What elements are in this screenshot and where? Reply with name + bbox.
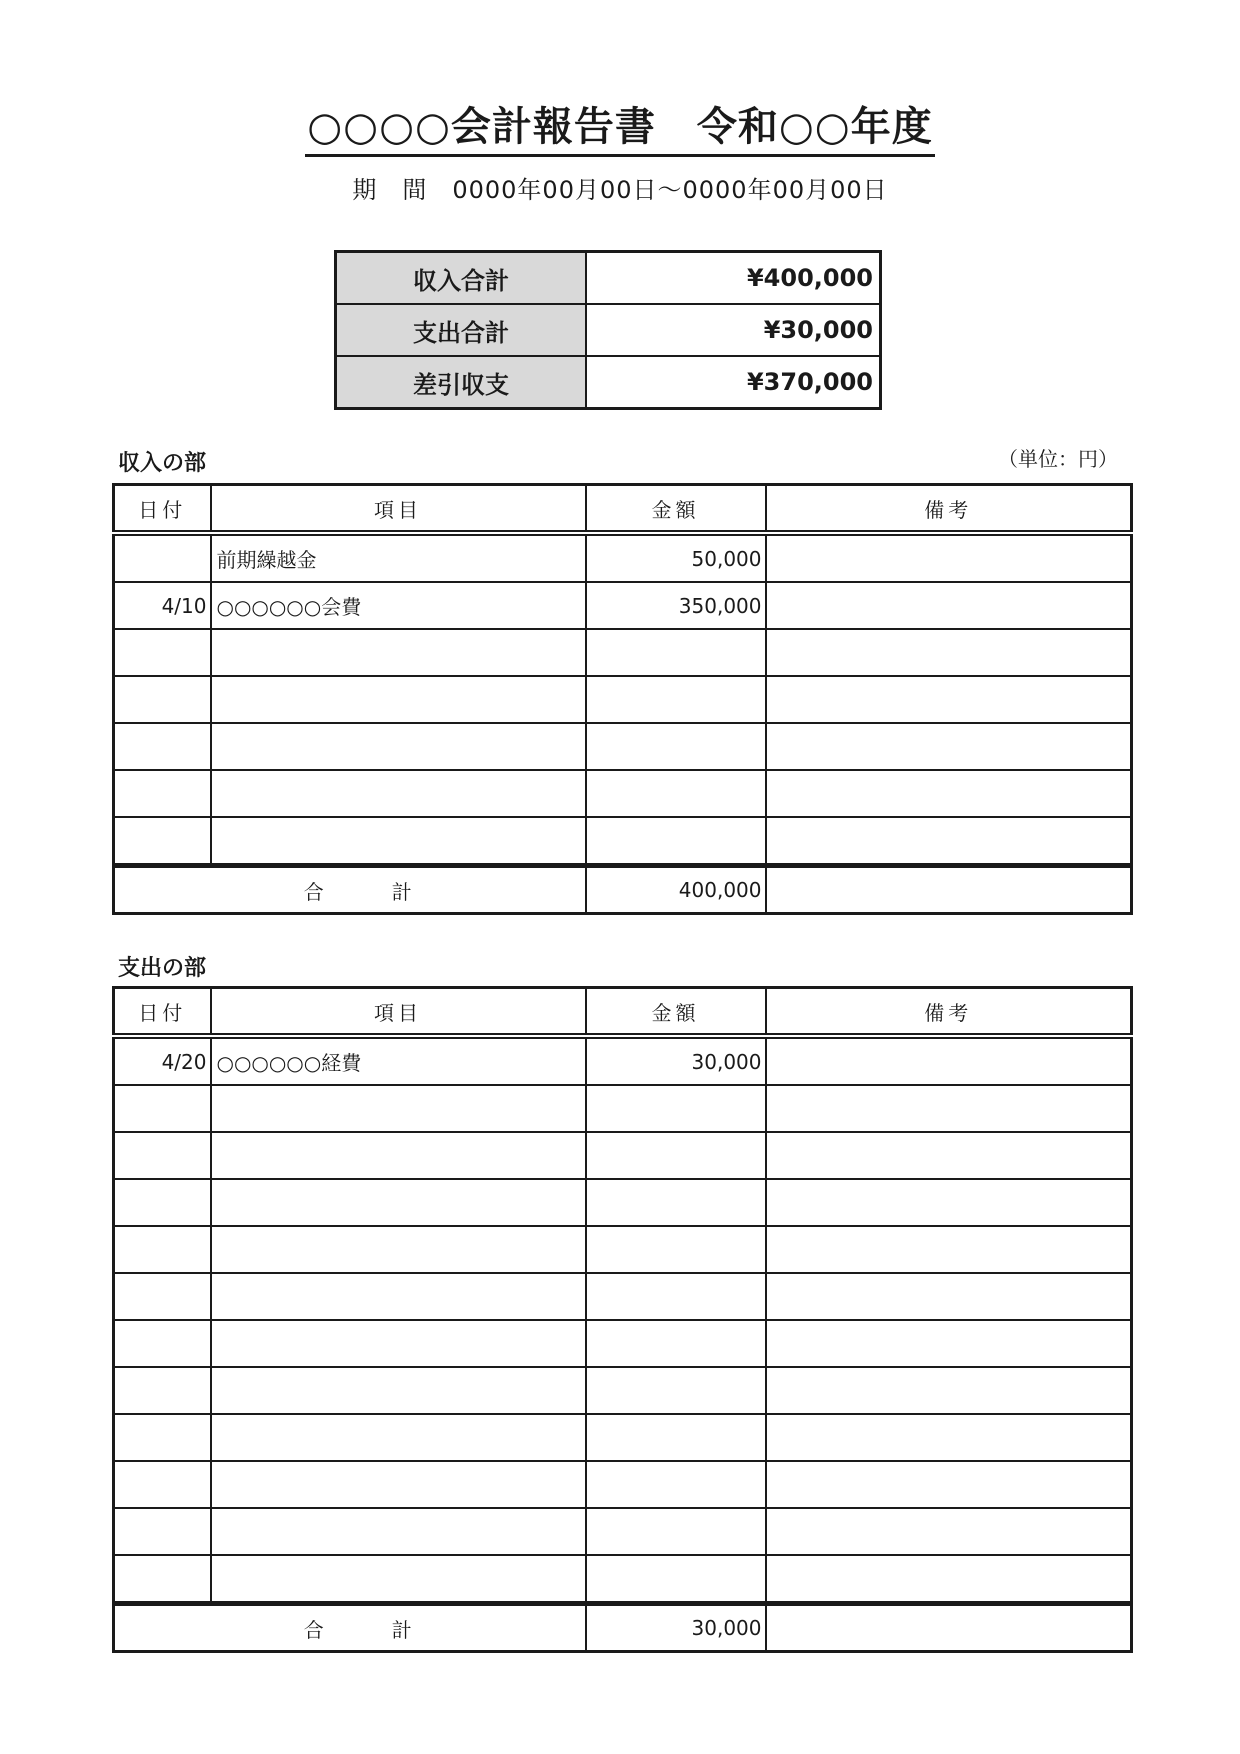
income-header-row	[114, 485, 1132, 534]
row-date	[114, 770, 211, 817]
total-label: 合 計	[114, 1604, 586, 1652]
report-period: 期 間 0000年00月00日～0000年00月00日	[352, 176, 888, 204]
table-row	[114, 1414, 1132, 1461]
row-date	[114, 1367, 211, 1414]
row-note	[766, 629, 1132, 676]
table-row	[114, 1273, 1132, 1320]
table-row	[114, 676, 1132, 723]
unit-label: （単位：円）	[998, 447, 1118, 471]
row-note	[766, 1414, 1132, 1461]
row-note	[766, 1179, 1132, 1226]
row-item	[211, 676, 586, 723]
row-note	[766, 1036, 1132, 1085]
row-amount	[586, 1508, 766, 1555]
row-amount	[586, 1367, 766, 1414]
row-item	[211, 1508, 586, 1555]
row-note	[766, 1555, 1132, 1604]
report-title	[0, 95, 1240, 152]
expense-table	[112, 986, 1133, 1653]
table-row	[114, 723, 1132, 770]
row-date	[114, 1132, 211, 1179]
row-amount	[586, 629, 766, 676]
row-note	[766, 676, 1132, 723]
column-header-note: 備考	[766, 988, 1132, 1037]
income-section-title: 収入の部	[118, 451, 207, 476]
table-row	[114, 770, 1132, 817]
summary-value: ¥370,000	[586, 356, 881, 409]
row-item	[211, 1085, 586, 1132]
row-date	[114, 1179, 211, 1226]
row-item	[211, 1179, 586, 1226]
table-row	[114, 1085, 1132, 1132]
row-date	[114, 1461, 211, 1508]
report-title-text: ○○○○会計報告書 令和○○年度	[305, 104, 934, 157]
expense-section-title: 支出の部	[118, 956, 207, 981]
table-row	[114, 1036, 1132, 1085]
summary-row-balance	[336, 356, 881, 409]
row-item	[211, 629, 586, 676]
row-amount	[586, 1085, 766, 1132]
row-date	[114, 723, 211, 770]
row-amount	[586, 817, 766, 866]
row-date	[114, 676, 211, 723]
row-amount	[586, 1414, 766, 1461]
row-amount	[586, 1555, 766, 1604]
row-date	[114, 817, 211, 866]
row-note	[766, 1461, 1132, 1508]
row-note	[766, 1367, 1132, 1414]
row-item	[211, 1367, 586, 1414]
row-amount: 50,000	[586, 533, 766, 582]
total-label: 合 計	[114, 866, 586, 914]
income-table	[112, 483, 1133, 915]
table-row	[114, 1320, 1132, 1367]
row-note	[766, 1132, 1132, 1179]
row-note	[766, 817, 1132, 866]
row-item: ○○○○○○経費	[211, 1036, 586, 1085]
table-row	[114, 817, 1132, 866]
row-amount	[586, 1179, 766, 1226]
table-row	[114, 1226, 1132, 1273]
row-note	[766, 723, 1132, 770]
summary-value: ¥30,000	[586, 304, 881, 356]
column-header-item: 項目	[211, 988, 586, 1037]
row-amount: 30,000	[586, 1036, 766, 1085]
row-note	[766, 533, 1132, 582]
summary-table	[334, 250, 882, 410]
column-header-amount: 金額	[586, 988, 766, 1037]
table-row	[114, 1461, 1132, 1508]
row-date: 4/20	[114, 1036, 211, 1085]
row-amount	[586, 770, 766, 817]
summary-row-expense	[336, 304, 881, 356]
row-amount	[586, 1273, 766, 1320]
row-note	[766, 1273, 1132, 1320]
row-item	[211, 1273, 586, 1320]
table-row	[114, 1367, 1132, 1414]
column-header-date: 日付	[114, 988, 211, 1037]
row-item	[211, 817, 586, 866]
total-note	[766, 1604, 1132, 1652]
row-note	[766, 582, 1132, 629]
row-date	[114, 1273, 211, 1320]
row-date	[114, 629, 211, 676]
column-header-amount: 金額	[586, 485, 766, 534]
summary-label: 収入合計	[336, 252, 587, 305]
table-row	[114, 629, 1132, 676]
row-amount: 350,000	[586, 582, 766, 629]
row-date	[114, 1226, 211, 1273]
row-date	[114, 1320, 211, 1367]
row-item	[211, 1555, 586, 1604]
expense-header-row	[114, 988, 1132, 1037]
table-row	[114, 1179, 1132, 1226]
row-amount	[586, 1320, 766, 1367]
row-date	[114, 1085, 211, 1132]
column-header-note: 備考	[766, 485, 1132, 534]
row-date	[114, 1555, 211, 1604]
row-note	[766, 1226, 1132, 1273]
summary-row-income	[336, 252, 881, 305]
table-row	[114, 1508, 1132, 1555]
row-item: 前期繰越金	[211, 533, 586, 582]
row-date: 4/10	[114, 582, 211, 629]
summary-label: 差引収支	[336, 356, 587, 409]
row-amount	[586, 1132, 766, 1179]
row-item: ○○○○○○会費	[211, 582, 586, 629]
total-amount: 30,000	[586, 1604, 766, 1652]
row-item	[211, 1461, 586, 1508]
row-note	[766, 770, 1132, 817]
column-header-date: 日付	[114, 485, 211, 534]
row-item	[211, 1226, 586, 1273]
row-item	[211, 770, 586, 817]
row-item	[211, 1414, 586, 1461]
row-item	[211, 723, 586, 770]
row-amount	[586, 1461, 766, 1508]
income-total-row	[114, 866, 1132, 914]
row-amount	[586, 676, 766, 723]
row-item	[211, 1320, 586, 1367]
row-date	[114, 1414, 211, 1461]
row-item	[211, 1132, 586, 1179]
table-row	[114, 1555, 1132, 1604]
column-header-item: 項目	[211, 485, 586, 534]
row-date	[114, 533, 211, 582]
total-amount: 400,000	[586, 866, 766, 914]
summary-value: ¥400,000	[586, 252, 881, 305]
row-note	[766, 1085, 1132, 1132]
row-date	[114, 1508, 211, 1555]
table-row	[114, 582, 1132, 629]
table-row	[114, 533, 1132, 582]
table-row	[114, 1132, 1132, 1179]
row-note	[766, 1320, 1132, 1367]
row-amount	[586, 1226, 766, 1273]
summary-label: 支出合計	[336, 304, 587, 356]
expense-total-row	[114, 1604, 1132, 1652]
total-note	[766, 866, 1132, 914]
row-amount	[586, 723, 766, 770]
row-note	[766, 1508, 1132, 1555]
